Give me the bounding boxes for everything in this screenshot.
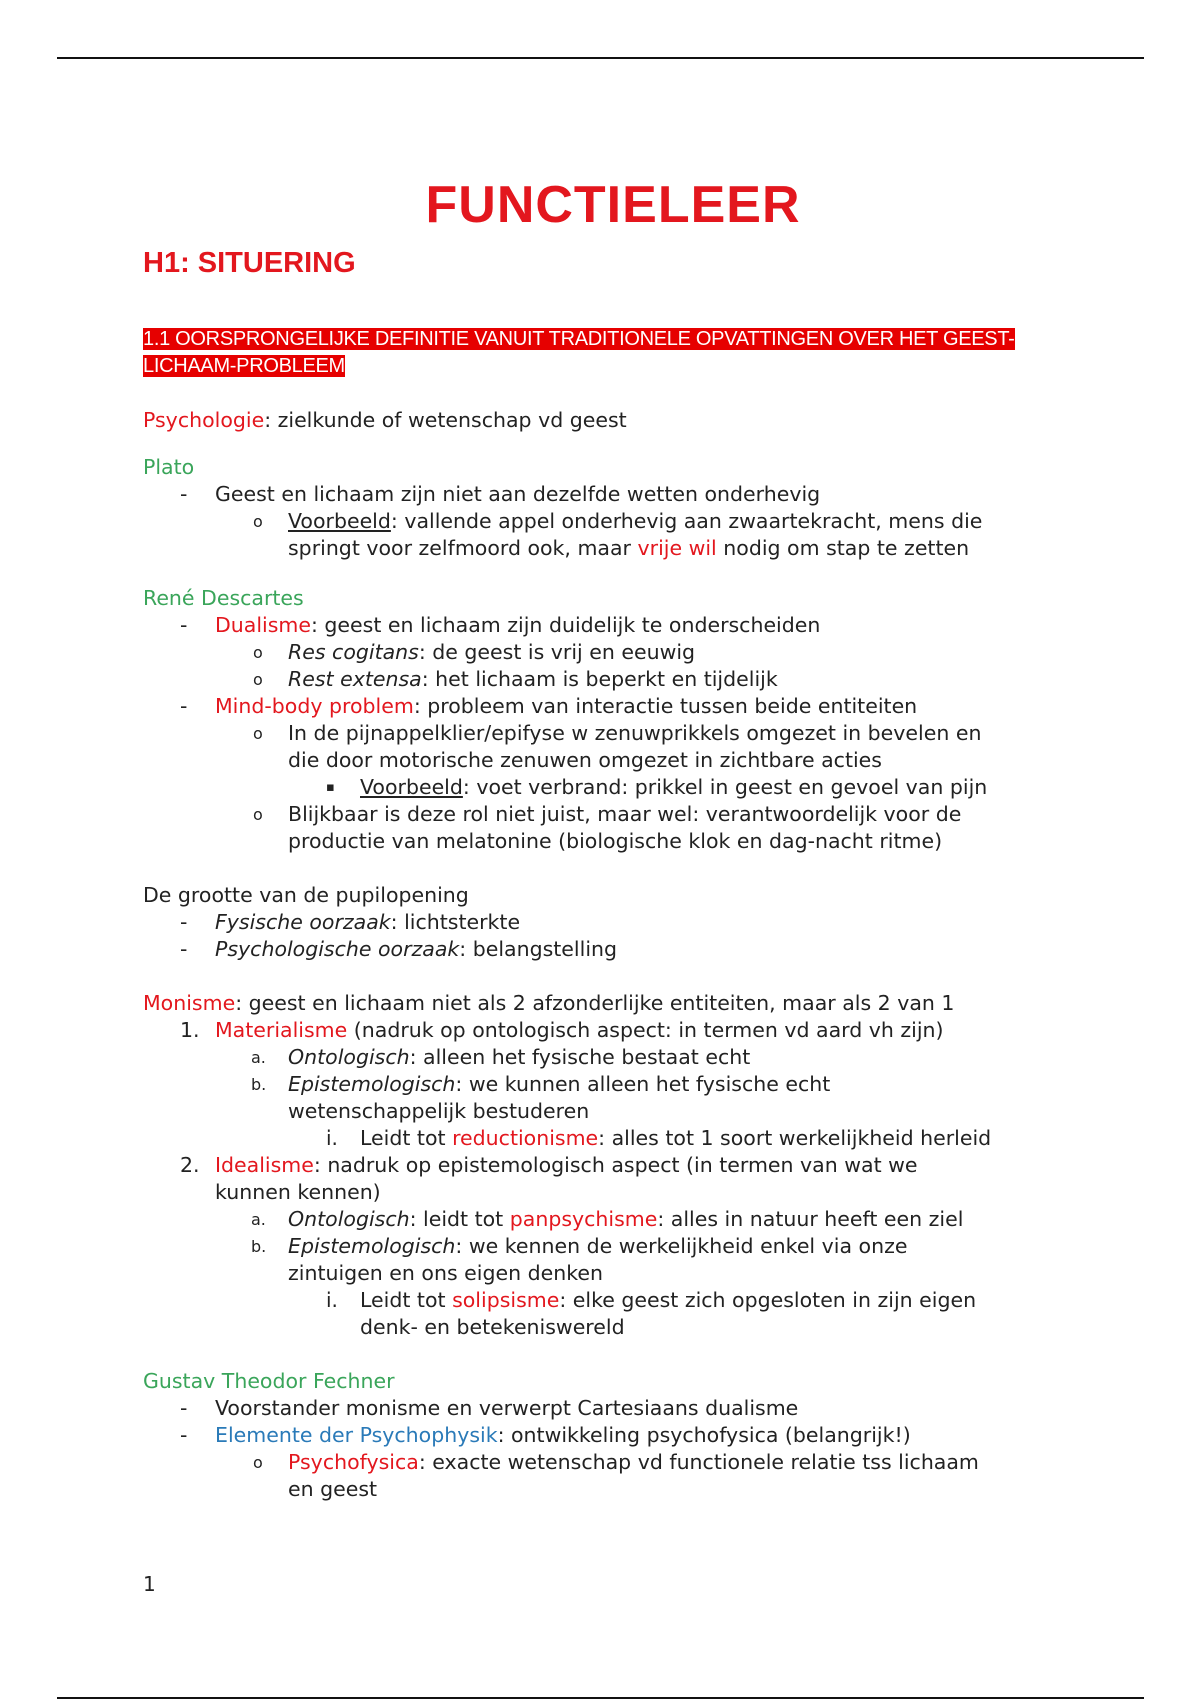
list-item: - Voorstander monisme en verwerpt Cartesiaans dualisme [180, 1396, 799, 1420]
page-number: 1 [143, 1572, 156, 1596]
list-item-continuation: denk- en betekeniswereld [360, 1315, 625, 1339]
document-page [143, 170, 1063, 1503]
section-heading [143, 326, 1043, 380]
pupil-heading: De grootte van de pupilopening [143, 883, 469, 907]
list-item-continuation: zintuigen en ons eigen denken [288, 1261, 603, 1285]
list-item-continuation: productie van melatonine (biologische klok en dag-nacht ritme) [288, 829, 943, 853]
list-item: ▪ Voorbeeld: voet verbrand: prikkel in geest en gevoel van pijn [326, 775, 988, 799]
descartes-heading: René Descartes [143, 586, 304, 610]
psychology-definition: Psychologie: zielkunde of wetenschap vd geest [143, 408, 627, 432]
list-item: i. Leidt tot reductionisme: alles tot 1 soort werkelijkheid herleid [326, 1126, 992, 1150]
list-item-continuation: en geest [288, 1477, 378, 1501]
monism-definition: Monisme: geest en lichaam niet als 2 afzonderlijke entiteiten, maar als 2 van 1 [143, 991, 955, 1015]
list-item-continuation: die door motorische zenuwen omgezet in zichtbare acties [288, 748, 882, 772]
header-rule [57, 57, 1144, 59]
list-item: - Fysische oorzaak: lichtsterkte [180, 910, 521, 934]
list-item: - Mind-body problem: probleem van interactie tussen beide entiteiten [180, 694, 918, 718]
list-item: o Psychofysica: exacte wetenschap vd functionele relatie tss lichaam [253, 1450, 979, 1474]
list-item-continuation: kunnen kennen) [215, 1180, 381, 1204]
list-item: - Psychologische oorzaak: belangstelling [180, 937, 618, 961]
list-item: a. Ontologisch: alleen het fysische bestaat echt [251, 1045, 751, 1069]
chapter-heading: H1: SITUERING [143, 247, 356, 279]
list-item: - Dualisme: geest en lichaam zijn duidelijk te onderscheiden [180, 613, 821, 637]
numbered-item: 1. Materialisme (nadruk op ontologisch aspect: in termen vd aard vh zijn) [180, 1018, 944, 1042]
list-item: o In de pijnappelklier/epifyse w zenuwprikkels omgezet in bevelen en [253, 721, 982, 745]
plato-heading: Plato [143, 455, 195, 479]
list-item: b. Epistemologisch: we kennen de werkelijkheid enkel via onze [251, 1234, 908, 1258]
list-item: o Res cogitans: de geest is vrij en eeuwig [253, 640, 696, 664]
list-item-continuation: springt voor zelfmoord ook, maar vrije wil nodig om stap te zetten [288, 536, 970, 560]
list-item: o Rest extensa: het lichaam is beperkt en tijdelijk [253, 667, 778, 691]
list-item: - Geest en lichaam zijn niet aan dezelfde wetten onderhevig [180, 482, 821, 506]
list-item: a. Ontologisch: leidt tot panpsychisme: alles in natuur heeft een ziel [251, 1207, 964, 1231]
list-item: b. Epistemologisch: we kunnen alleen het fysische echt [251, 1072, 831, 1096]
section-heading-text: 1.1 OORSPRONGELIJKE DEFINITIE VANUIT TRADITIONELE OPVATTINGEN OVER HET GEEST-LICHAAM-PROBLEEM [143, 328, 1015, 377]
fechner-heading: Gustav Theodor Fechner [143, 1369, 395, 1393]
footer-rule [57, 1697, 1144, 1699]
numbered-item: 2. Idealisme: nadruk op epistemologisch aspect (in termen van wat we [180, 1153, 918, 1177]
list-item: - Elemente der Psychophysik: ontwikkeling psychofysica (belangrijk!) [180, 1423, 911, 1447]
list-item: o Voorbeeld: vallende appel onderhevig aan zwaartekracht, mens die [253, 509, 983, 533]
list-item: o Blijkbaar is deze rol niet juist, maar wel: verantwoordelijk voor de [253, 802, 962, 826]
list-item-continuation: wetenschappelijk bestuderen [288, 1099, 590, 1123]
document-title: FUNCTIELEER [425, 176, 801, 234]
list-item: i. Leidt tot solipsisme: elke geest zich opgesloten in zijn eigen [326, 1288, 977, 1312]
